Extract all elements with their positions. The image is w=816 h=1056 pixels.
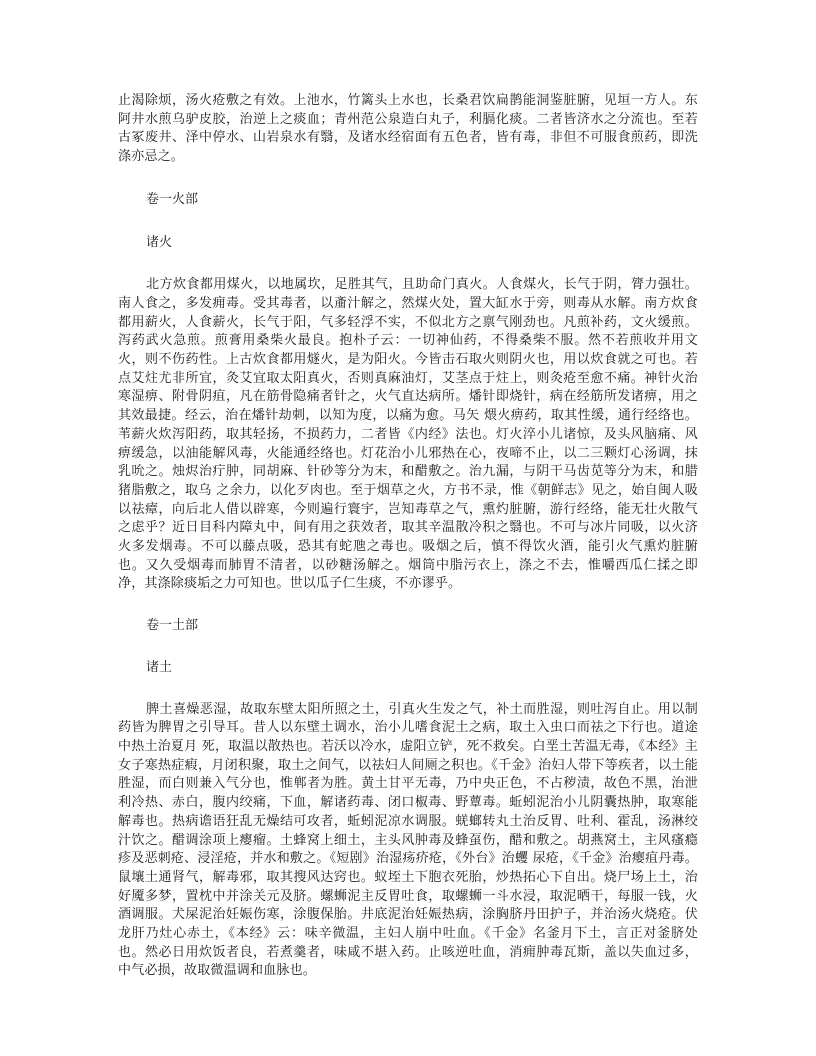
earth-section-title: 诸土 <box>146 659 173 675</box>
earth-section-paragraph: 脾土喜燥恶湿，故取东壁太阳所照之土，引真火生发之气，补土而胜湿，则吐泻自止。用以制药皆为脾胃之引导耳。昔人以东壁土调水，治小儿嗜食泥土之病，取土入虫口而祛之下行也。道途中热土治夏月 死，取温以散热也。若沃以冷水，虚阳立铲，死不救矣。白垩土苦温无毒，《本经》主女子寒热症瘕，月闭积聚，取土之间气，以祛妇人间厕之积也。《千金》治妇人带下等疾者，以土能胜湿，而白则兼入气分也，惟￼郸者为胜。黄土甘平无毒，乃中央正色，不占秽渍，故色不黑，治泄利冷热、赤白，腹内绞痛，下血，解诸药毒、闭口椒毒、野蕈毒。蚯蚓泥治小儿阴囊热肿，取寒能解毒也。热病谵语狂乱无燥结可攻者，蚯蚓泥凉水调服。蜣螂转丸土治反胃、吐利、霍乱，汤淋绞汁饮之。醋调涂项上瘿瘤。土蜂窝上细土，主头风肿毒及蜂虿伤，醋和敷之。胡燕窝土，主风瘙瘾疹及恶刺疮、浸淫疮，并水和敷之。《短剧》治湿疡疥疮，《外台》治蠼 尿疮，《千金》治瘿疽丹毒。鼠壤土通肾气，解毒邪，取其搜风达窍也。蚁垤土下胞衣死胎，炒热拓心下自出。烧尸场上土，治好魇多梦，置枕中并涂关元及脐。螺蛳泥主反胃吐食，取螺蛳一斗水浸，取泥晒干，每服一钱，火酒调服。犬屎泥治妊娠伤寒，涂腹保胎。井底泥治妊娠热病，涂胸脐丹田护子，并治汤火烧疮。伏龙肝乃灶心赤土，《本经》云：味辛微温，主妇人崩中吐血。《千金》名釜月下土，言正对釜脐处也。然必日用炊饭者良，若煮羹者，味咸不堪入药。止咳逆吐血，消痈肿毒瓦斯，盖以失血过多，中气必损，故取微温调和血脉也。 <box>118 701 698 979</box>
fire-section-paragraph: 北方炊食都用煤火，以地属坎，足胜其气，且助命门真火。人食煤火，长气于阴，膂力强壮。南人食之，多发痈毒。受其毒者，以齑汁解之，然煤火处，置大缸水于旁，则毒从水解。南方炊食都用薪火，人食薪火，长气于阳，气多轻浮不实，不似北方之禀气刚劲也。凡煎补药，文火缓煎。泻药武火急煎。煎膏用桑柴火最良。抱朴子云：一切神仙药，不得桑柴不服。然不若煎收并用文火，则不伤药性。上古炊食都用燧火，是为阳火。今皆击石取火则阴火也，用以炊食就之可也。若点艾炷尤非所宜，灸艾宜取太阳真火，否则真麻油灯，艾茎点于炷上，则灸疮至愈不痛。神针火治寒湿痹、附骨阴疽，凡在筋骨隐痛者针之，火气直达病所。燔针即烧针，病在经筋所发诸痹，用之其效最捷。经云，治在燔针劫刺，以知为度，以痛为愈。马矢 煨火痹药，取其性缓，通行经络也。苇薪火炊泻阳药，取其轻扬，不损药力，二者皆《内经》法也。灯火淬小儿诸惊，及头风脑痛、风痹缓急，以油能解风毒，火能通经络也。灯花治小儿邪热在心，夜啼不止，以二三颗灯心汤调，抹乳吮之。烛烬治疔肿，同胡麻、针砂等分为末，和醋敷之。治九漏，与阴干马齿苋等分为末，和腊猪脂敷之，取乌 之余力，以化歹肉也。至于烟草之火，方书不录，惟《朝鲜志》见之，始自闽人吸以祛瘴，向后北人借以辟寒，今则遍行寰宇，岂知毒草之气，熏灼脏腑，游行经络，能无壮火散气之虑乎？近日目科内障丸中，间有用之获效者，取其辛温散冷积之翳也。不可与冰片同吸，以火济火多发烟毒。不可以藤点吸，恐其有蛇虺之毒也。吸烟之后，慎不得饮火酒，能引火气熏灼脏腑也。又久受烟毒而肺胃不清者，以砂糖汤解之。烟筒中脂污衣上，涤之不去，惟嚼西瓜仁揉之即净，其涤除痰垢之力可知也。世以瓜子仁生痰，不亦谬乎。 <box>118 277 698 592</box>
intro-paragraph: 止渴除烦，汤火疮敷之有效。上池水，竹篱头上水也，长桑君饮扁鹊能洞鉴脏腑，见垣一方人。东阿井水煎乌驴皮胶，治逆上之痰血；青州范公泉造白丸子，利膈化痰。二者皆济水之分流也。至若古冢废井、泽中停水、山岩泉水有翳，及诸水经宿面有五色者，皆有毒，非但不可服食煎药，即洗涤亦忌之。 <box>118 93 698 165</box>
fire-volume-heading: 卷一火部 <box>146 191 199 207</box>
fire-section-title: 诸火 <box>146 234 173 250</box>
document-page <box>118 92 698 981</box>
earth-volume-heading: 卷一土部 <box>146 618 199 634</box>
